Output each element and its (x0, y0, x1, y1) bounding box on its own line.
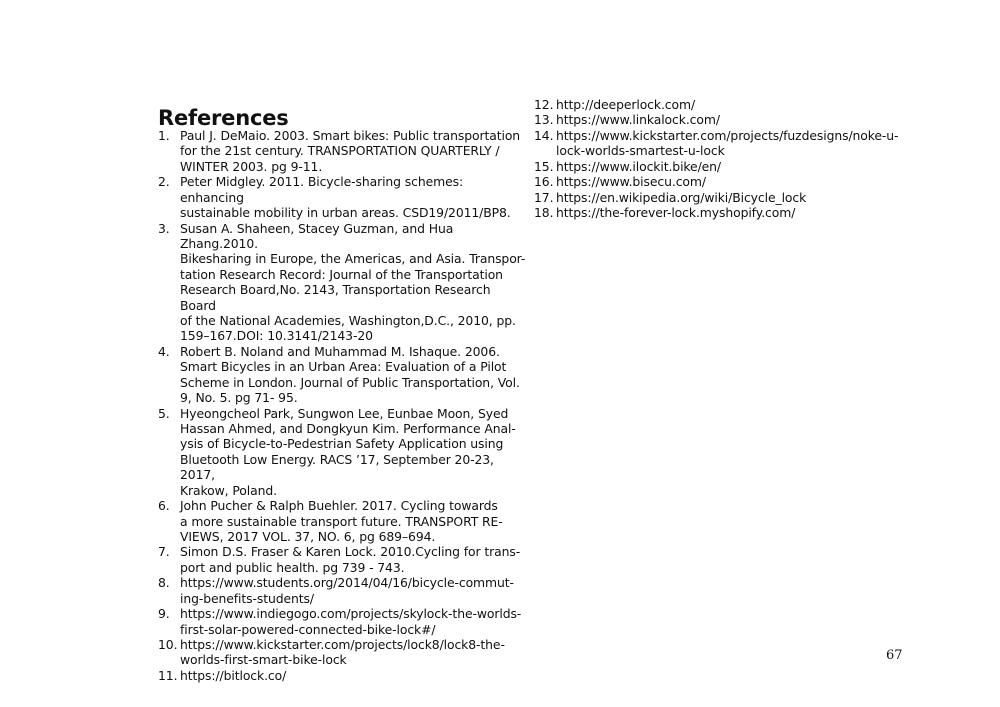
reference-link: https://the-forever-lock.myshopify.com/ (556, 204, 796, 220)
reference-number: 14. (534, 127, 554, 143)
reference-link: http://deeperlock.com/ (556, 97, 696, 112)
reference-item (158, 128, 528, 174)
reference-number: 2. (158, 174, 170, 190)
reference-text: Susan A. Shaheen, Stacey Guzman, and Hua Zhang.2010. Bikesharing in Europe, the Americas, and Asia. Transpor- tation Research Record: Journal of the Transportation Research Board,No. 2143, Transportation Research Board of the National Academies, Washington,D.C., 2010, pp. 159–167.DOI: 10.3141/2143-20 (180, 220, 526, 344)
reference-item (158, 498, 528, 544)
reference-item (158, 174, 528, 220)
reference-link: https://www.kickstarter.com/projects/fuzdesigns/noke-u- lock-worlds-smartest-u-lock (556, 127, 899, 159)
reference-item (534, 174, 914, 189)
reference-item (158, 221, 528, 344)
reference-item (158, 544, 528, 575)
reference-item (534, 97, 914, 112)
reference-number: 11. (158, 667, 178, 683)
reference-item (158, 637, 528, 668)
reference-link: https://www.linkalock.com/ (556, 112, 720, 128)
reference-link: https://www.ilockit.bike/en/ (556, 158, 721, 174)
reference-number: 9. (158, 606, 170, 622)
reference-number: 17. (534, 189, 554, 205)
reference-text: John Pucher & Ralph Buehler. 2017. Cycling towards a more sustainable transport future. TRANSPORT RE- VIEWS, 2017 VOL. 37, NO. 6, pg 689–694. (180, 498, 503, 544)
reference-text: Hyeongcheol Park, Sungwon Lee, Eunbae Moon, Syed Hassan Ahmed, and Dongkyun Kim. Performance Anal- ysis of Bicycle-to-Pedestrian Safety Application using Bluetooth Low Energy. RACS ’17, September 20-23, 2017, Krakow, Poland. (180, 405, 516, 498)
reference-number: 16. (534, 174, 554, 190)
reference-item (534, 159, 914, 174)
reference-number: 6. (158, 498, 170, 514)
reference-link: https://www.indiegogo.com/projects/skylock-the-worlds- first-solar-powered-connected-bike-lock#/ (180, 606, 522, 637)
reference-item (158, 668, 528, 683)
reference-text: Robert B. Noland and Muhammad M. Ishaque. 2006. Smart Bicycles in an Urban Area: Evaluation of a Pilot Scheme in London. Journal of Public Transportation, Vol. 9, No. 5. pg 71- 95. (180, 343, 520, 406)
reference-text: Paul J. DeMaio. 2003. Smart bikes: Public transportation for the 21st century. TRANSPORTATION QUARTERLY / WINTER 2003. pg 9-11. (180, 128, 521, 174)
reference-item (534, 205, 914, 220)
reference-item (158, 575, 528, 606)
reference-link: https://bitlock.co/ (180, 667, 287, 683)
references-heading: References (158, 106, 289, 130)
references-list-right (534, 97, 914, 220)
reference-number: 18. (534, 204, 554, 220)
page-number: 67 (886, 648, 903, 663)
reference-link: https://www.students.org/2014/04/16/bicycle-commut- ing-benefits-students/ (180, 575, 514, 606)
reference-item (158, 406, 528, 499)
reference-number: 15. (534, 158, 554, 174)
reference-number: 10. (158, 636, 178, 652)
reference-text: Peter Midgley. 2011. Bicycle-sharing schemes: enhancing sustainable mobility in urban areas. CSD19/2011/BP8. (180, 174, 511, 221)
reference-item (534, 190, 914, 205)
reference-number: 7. (158, 544, 170, 560)
reference-link: https://www.kickstarter.com/projects/lock8/lock8-the- worlds-first-smart-bike-lock (180, 636, 505, 668)
references-list-left (158, 128, 528, 683)
reference-item (158, 606, 528, 637)
reference-number: 13. (534, 112, 554, 128)
reference-text: Simon D.S. Fraser & Karen Lock. 2010.Cycling for trans- port and public health. pg 739 - 743. (180, 544, 521, 575)
reference-number: 1. (158, 128, 170, 143)
reference-number: 8. (158, 575, 170, 591)
reference-number: 3. (158, 220, 170, 236)
reference-number: 4. (158, 343, 170, 359)
reference-item (534, 128, 914, 159)
reference-item (534, 112, 914, 127)
reference-link: https://www.bisecu.com/ (556, 174, 706, 190)
reference-item (158, 344, 528, 406)
reference-number: 5. (158, 405, 170, 421)
reference-number: 12. (534, 97, 554, 112)
reference-link: https://en.wikipedia.org/wiki/Bicycle_lock (556, 189, 807, 205)
